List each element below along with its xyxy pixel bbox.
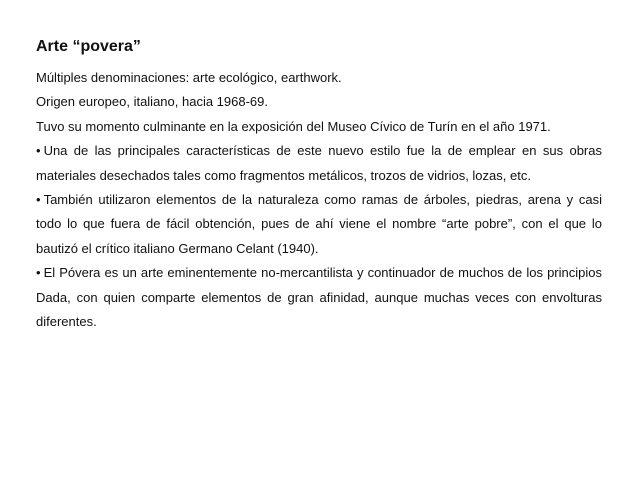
- bullet-item-no-mercantilista: [36, 261, 602, 334]
- bullet-icon: •: [36, 192, 41, 208]
- paragraph-denominaciones: Múltiples denominaciones: arte ecológico, earthwork.: [36, 70, 342, 85]
- paragraph-momento-culminante: Tuvo su momento culminante en la exposición del Museo Cívico de Turín en el año 1971.: [36, 118, 551, 134]
- bullet-text: Una de las principales características de este nuevo estilo fue la de emplear en sus obras materiales desechados tales como fragmentos metálicos, trozos de vidrios, lozas, etc.: [36, 143, 602, 183]
- bullet-icon: •: [36, 265, 41, 281]
- slide-content: [36, 36, 602, 334]
- bullet-text: También utilizaron elementos de la naturaleza como ramas de árboles, piedras, arena y casi todo lo que fuera de fácil obtención, pues de ahí viene el nombre “arte pobre”, con el que lo bautizó el crítico italiano Germano Celant (1940).: [36, 192, 602, 256]
- bullet-text: El Póvera es un arte eminentemente no-mercantilista y continuador de muchos de los principios Dada, con quien comparte elementos de gran afinidad, aunque muchas veces con envolturas diferentes.: [36, 265, 602, 330]
- bullet-icon: •: [36, 143, 41, 159]
- slide-title: Arte “povera”: [36, 38, 141, 55]
- bullet-item-naturaleza: [36, 188, 602, 261]
- bullet-item-materiales: [36, 139, 602, 188]
- paragraph-origen: Origen europeo, italiano, hacia 1968-69.: [36, 94, 268, 110]
